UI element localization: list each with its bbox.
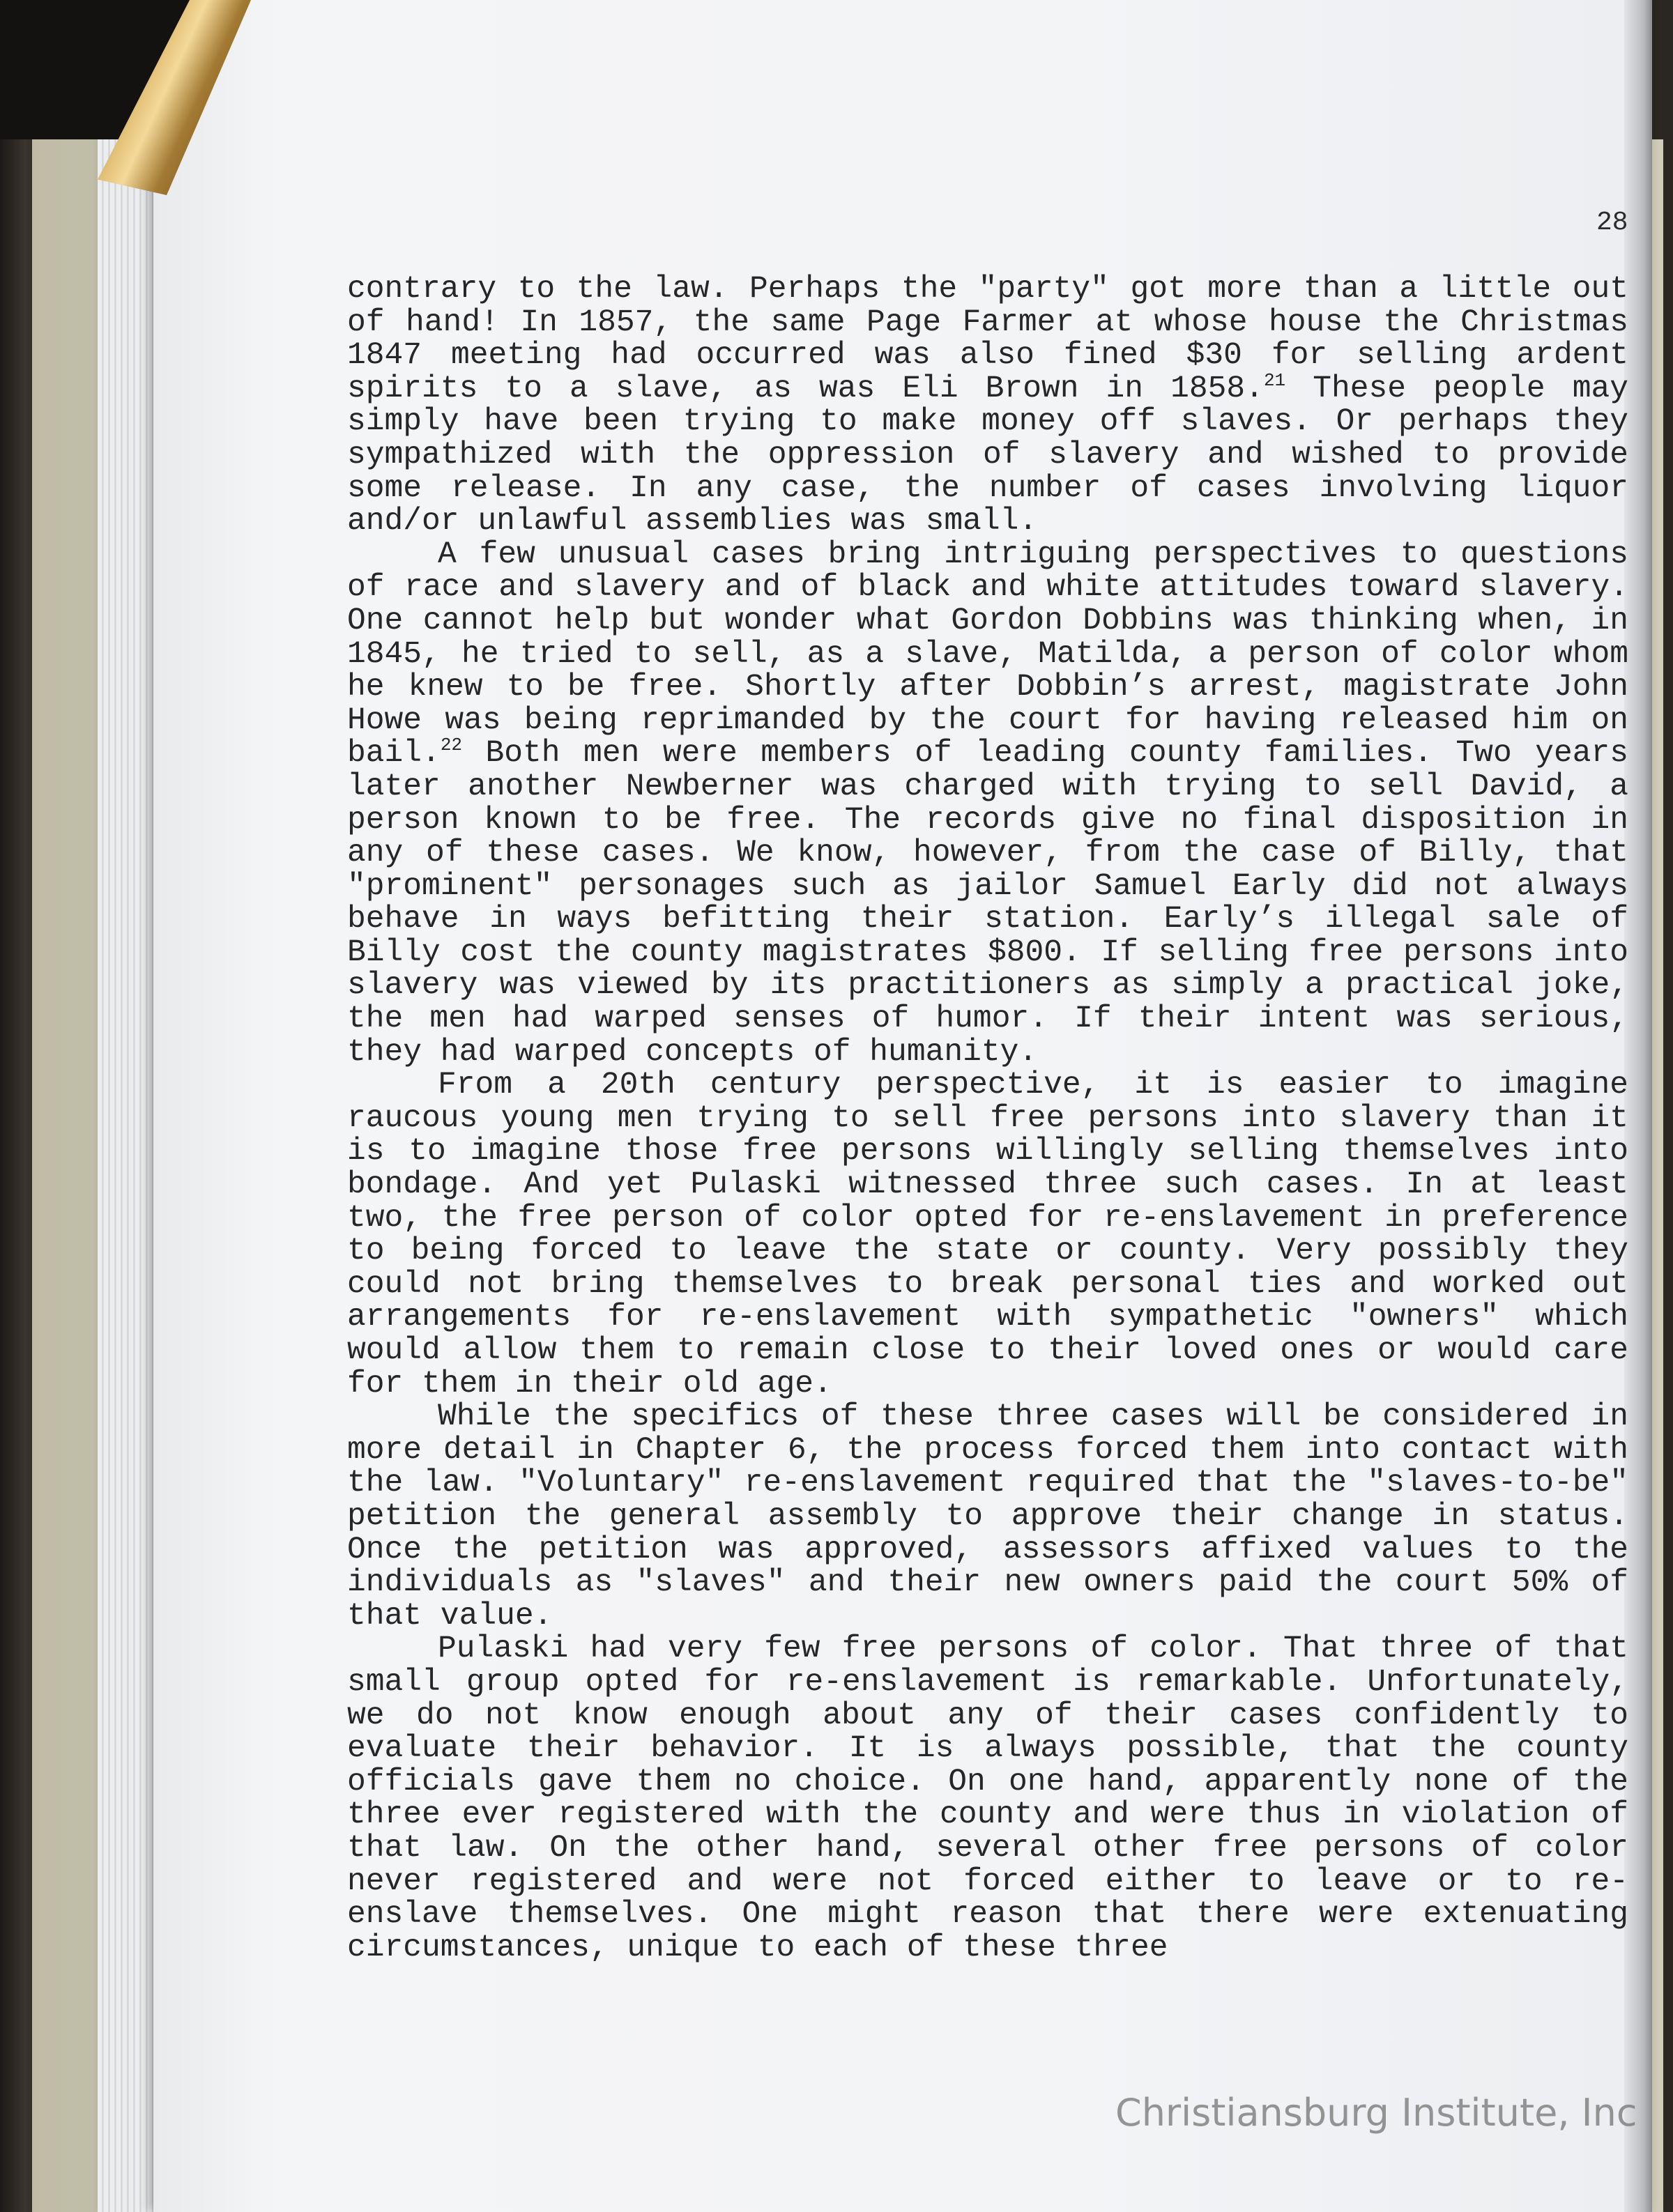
page-right-edge (1624, 0, 1652, 2212)
paragraph: contrary to the law. Perhaps the "party" got more than a little out of hand! In 1857, the same Page Farmer at whose house the Christmas 1847 meeting had occurred was also fined $30 for selling ardent spirits to a slave, as was Eli Brown in 1858.21 These people may simply have been trying to make money off slaves. Or perhaps they sympathized with the oppression of slavery and wished to provide some release. In any case, the number of cases involving liquor and/or unlawful assemblies was small. (347, 272, 1628, 539)
footnote-ref: 21 (1263, 369, 1286, 391)
binder-clip (0, 0, 230, 195)
paragraph: A few unusual cases bring intriguing perspectives to questions of race and slavery and of black and white attitudes toward slavery. One cannot help but wonder what Gordon Dobbins was thinking when, in 1845, he tried to sell, as a slave, Matilda, a person of color whom he knew to be free. Shortly after Dobbin’s arrest, magistrate John Howe was being reprimanded by the court for having released him on bail.$^{22}$ Both men were members of leading county families. Two years later another Newberner was charged with trying to sell David, a person known to be free. The records give no final disposition in any of these cases. We know, however, from the case of Billy, that "prominent" personages such as jailor Samuel Early did not always behave in ways befitting their station. Early’s illegal sale of Billy cost the county magistrates $800. If selling free persons into slavery was viewed by its practitioners as simply a practical joke, the men had warped senses of humor. If their intent was serious, they had warped concepts of humanity. (347, 537, 1628, 1070)
watermark: Christiansburg Institute, Inc (1115, 2091, 1637, 2135)
paragraph: While the specifics of these three cases will be considered in more detail in Chapter 6, the process forced them into contact with the law. "Voluntary" re-enslavement required that the "slaves-to-be" petition the general assembly to approve their change in status. Once the petition was approved, assessors affixed values to the individuals as "slaves" and their new owners paid the court 50% of that value. (347, 1399, 1628, 1634)
body-text (347, 273, 1628, 1965)
paragraph: Pulaski had very few free persons of color. That three of that small group opted for re-enslavement is remarkable. Unfortunately, we do not know enough about any of their cases confidently to evaluate their behavior. It is always possible, that the county officials gave them no choice. On one hand, apparently none of the three ever registered with the county and were thus in violation of that law. On the other hand, several other free persons of color never registered and were not forced either to leave or to re-enslave themselves. One might reason that there were extenuating circumstances, unique to each of these three (347, 1631, 1628, 1965)
paragraph: From a 20th century perspective, it is easier to imagine raucous young men trying to sell free persons into slavery than it is to imagine those free persons willingly selling themselves into bondage. And yet Pulaski witnessed three such cases. In at least two, the free person of color opted for re-enslavement in preference to being forced to leave the state or county. Very possibly they could not bring themselves to break personal ties and worked out arrangements for re-enslavement with sympathetic "owners" which would allow them to remain close to their loved ones or would care for them in their old age. (347, 1068, 1628, 1401)
footnote-ref: 22 (440, 735, 463, 756)
page-number: 28 (1596, 208, 1628, 238)
